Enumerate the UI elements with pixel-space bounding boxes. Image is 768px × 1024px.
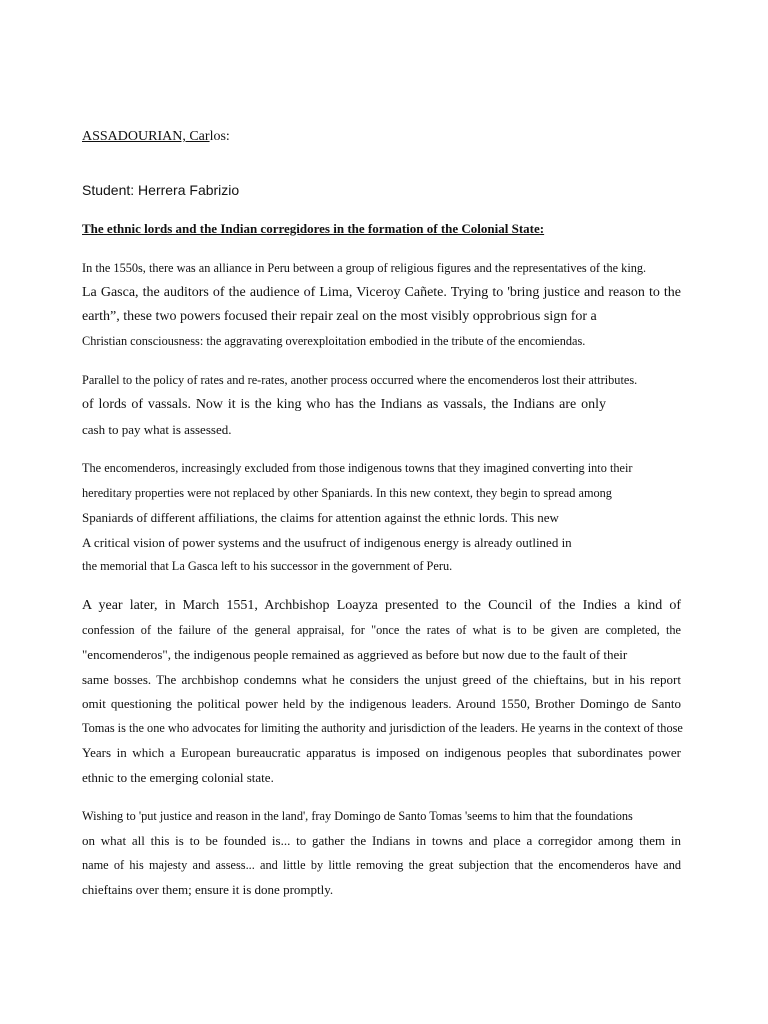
p5-line-4: chieftains over them; ensure it is done promptly. — [82, 882, 334, 897]
document-title: The ethnic lords and the Indian corregidores in the formation of the Colonial State: — [82, 221, 545, 236]
p1-line-3: earth”, these two powers focused their repair zeal on the most visibly opprobrious sign for a — [82, 309, 597, 324]
author-name-rest: los: — [209, 129, 230, 144]
author-surname: ASSADOURIAN, Car — [82, 129, 210, 144]
p1-line-2: La Gasca, the auditors of the audience of Lima, Viceroy Cañete. Trying to 'bring justice and reason to the — [82, 285, 681, 300]
p3-line-5: the memorial that La Gasca left to his successor in the government of Peru. — [82, 559, 453, 573]
p5-line-3: name of his majesty and assess... and little by little removing the great subjection that the encomenderos have and — [82, 858, 681, 872]
p4-line-7: Years in which a European bureaucratic apparatus is imposed on indigenous peoples that subordinates power — [82, 745, 681, 760]
author-heading — [82, 130, 230, 144]
p2-line-1: Parallel to the policy of rates and re-rates, another process occurred where the encomenderos lost their attributes. — [82, 373, 638, 387]
p4-line-8: ethnic to the emerging colonial state. — [82, 770, 274, 785]
p3-line-4: A critical vision of power systems and the usufruct of indigenous energy is already outlined in — [82, 535, 572, 550]
p4-line-4: same bosses. The archbishop condemns what he considers the unjust greed of the chieftains, but in his report — [82, 672, 681, 687]
p1-line-4: Christian consciousness: the aggravating overexploitation embodied in the tribute of the encomiendas. — [82, 334, 586, 348]
p3-line-3: Spaniards of different affiliations, the claims for attention against the ethnic lords. This new — [82, 510, 559, 525]
p5-line-1: Wishing to 'put justice and reason in the land', fray Domingo de Santo Tomas 'seems to him that the foundations — [82, 809, 633, 823]
p4-line-3: "encomenderos", the indigenous people remained as aggrieved as before but now due to the fault of their — [82, 647, 628, 662]
p4-line-1: A year later, in March 1551, Archbishop Loayza presented to the Council of the Indies a kind of — [82, 598, 681, 613]
student-line: Student: Herrera Fabrizio — [82, 182, 240, 198]
p2-line-2: of lords of vassals. Now it is the king who has the Indians as vassals, the Indians are only — [82, 397, 606, 412]
p4-line-2: confession of the failure of the general appraisal, for "once the rates of what is to be given are completed, the — [82, 623, 681, 637]
p3-line-1: The encomenderos, increasingly excluded from those indigenous towns that they imagined converting into their — [82, 461, 633, 475]
p4-line-5: omit questioning the political power held by the indigenous leaders. Around 1550, Brother Domingo de Santo — [82, 696, 681, 711]
p3-line-2: hereditary properties were not replaced by other Spaniards. In this new context, they begin to spread among — [82, 486, 612, 500]
p5-line-2: on what all this is to be founded is... to gather the Indians in towns and place a corregidor among them in — [82, 833, 681, 848]
p2-line-3: cash to pay what is assessed. — [82, 422, 232, 437]
p4-line-6: Tomas is the one who advocates for limiting the authority and jurisdiction of the leaders. He yearns in the context of those — [82, 721, 683, 735]
p1-line-1: In the 1550s, there was an alliance in Peru between a group of religious figures and the representatives of the king. — [82, 261, 647, 275]
